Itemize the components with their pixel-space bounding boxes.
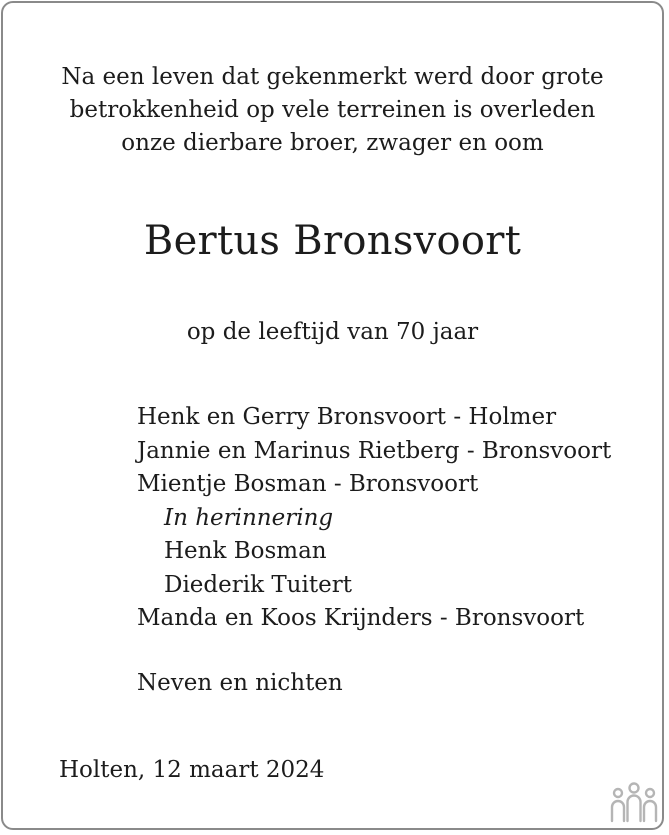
family-member: Mientje Bosman - Bronsvoort [137,471,479,497]
age-text: op de leeftijd van 70 jaar [186,319,479,345]
family-member: Henk en Gerry Bronsvoort - Holmer [137,404,557,430]
obituary-card [1,1,664,830]
family-member: Manda en Koos Krijnders - Bronsvoort [137,605,585,631]
family-member-remembered: Diederik Tuitert [164,571,352,598]
cousins-text: Neven en nichten [137,670,343,696]
family-member-remembered: Henk Bosman [164,538,327,564]
in-memory-label: In herinnering [164,504,334,531]
deceased-name: Bertus Bronsvoort [143,218,522,264]
intro-line: betrokkenheid op vele terreinen is overleden [69,97,596,123]
family-people-icon [609,781,659,825]
place-date: Holten, 12 maart 2024 [59,757,325,783]
intro-line: Na een leven dat gekenmerkt werd door grote [61,64,604,90]
family-list [137,401,611,636]
intro-line: onze dierbare broer, zwager en oom [121,130,544,156]
intro-text [3,61,662,160]
family-member: Jannie en Marinus Rietberg - Bronsvoort [137,437,612,464]
